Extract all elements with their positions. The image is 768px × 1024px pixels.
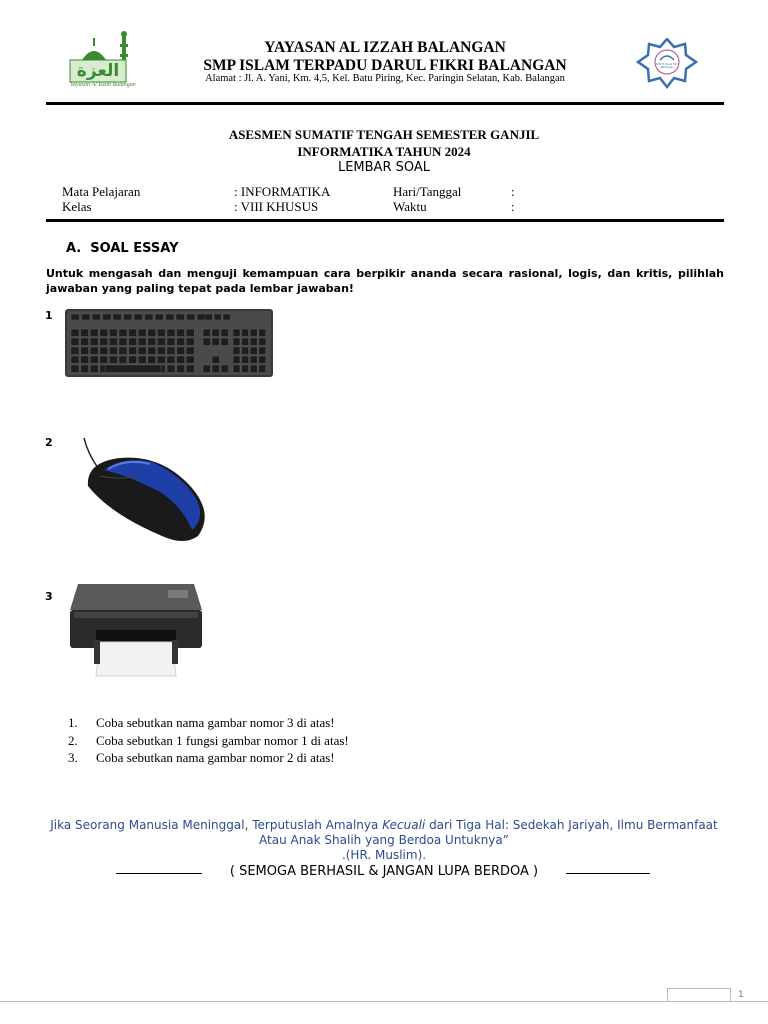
logo-caption: Yayasan Al Izzah Balangan [70, 82, 136, 88]
logo-arabic-text: العزة [76, 61, 120, 81]
header-divider [46, 102, 724, 105]
school-address: Alamat : Jl. A. Yani, Km. 4,5, Kel. Batu Piring, Kec. Paringin Selatan, Kab. Balangan [205, 73, 565, 84]
mouse-icon [80, 436, 210, 544]
foundation-name: YAYASAN AL IZZAH BALANGAN [264, 39, 506, 56]
closing-line-right [566, 873, 650, 874]
left-logo [64, 30, 142, 94]
question-list [62, 714, 662, 767]
closing-line-left [116, 873, 202, 874]
section-heading: A. SOAL ESSAY [66, 241, 179, 256]
time-value: : [511, 199, 515, 214]
keyboard-icon [65, 309, 273, 377]
info-divider [46, 219, 724, 222]
question-number: 3. [68, 750, 78, 765]
subject-value: : INFORMATIKA [234, 184, 331, 199]
question-item [62, 732, 662, 750]
date-label: Hari/Tanggal [393, 184, 462, 199]
right-logo-caption: SMP IT Darul Fikri Balangan [655, 63, 679, 69]
class-label: Kelas [62, 199, 92, 214]
right-logo [636, 38, 698, 90]
hadith-quote [20, 818, 748, 863]
date-value: : [511, 184, 515, 199]
time-label: Waktu [393, 199, 427, 214]
exam-subject-year: INFORMATIKA TAHUN 2024 [297, 144, 471, 159]
quote-source: .(HR. Muslim). [341, 848, 427, 862]
page-number-box [667, 988, 731, 1002]
question-number: 2. [68, 732, 78, 748]
closing-message: ( SEMOGA BERHASIL & JANGAN LUPA BERDOA ) [229, 864, 539, 879]
question-text: Coba sebutkan 1 fungsi gambar nomor 1 di atas! [96, 732, 349, 748]
image-number-2: 2 [45, 436, 53, 449]
exam-title: ASESMEN SUMATIF TENGAH SEMESTER GANJIL [228, 127, 540, 142]
section-instruction: Untuk mengasah dan menguji kemampuan cara berpikir ananda secara rasional, logis, dan kritis, pilihlah jawaban yang paling tepat pada lembar jawaban! [46, 267, 724, 295]
page-number: 1 [738, 990, 744, 1000]
question-item [62, 749, 662, 767]
page-bottom-line [0, 1001, 768, 1002]
quote-line-2: Atau Anak Shalih yang Berdoa Untuknya” [259, 833, 509, 847]
printer-icon [68, 580, 204, 678]
subject-label: Mata Pelajaran [62, 184, 141, 199]
school-name: SMP ISLAM TERPADU DARUL FIKRI BALANGAN [203, 57, 567, 74]
quote-line-1: Jika Seorang Manusia Meninggal, Terputuslah Amalnya Kecuali dari Tiga Hal: Sedekah Jariyah, Ilmu Bermanfaat [50, 818, 718, 832]
question-text: Coba sebutkan nama gambar nomor 3 di atas! [96, 715, 335, 730]
image-number-1: 1 [45, 309, 53, 322]
question-text: Coba sebutkan nama gambar nomor 2 di atas! [96, 750, 335, 765]
question-item [62, 714, 662, 732]
question-number: 1. [68, 715, 78, 730]
class-value: : VIII KHUSUS [234, 199, 319, 214]
image-number-3: 3 [45, 590, 53, 603]
sheet-label: LEMBAR SOAL [337, 160, 431, 175]
quote-italic: Kecuali [382, 818, 426, 832]
